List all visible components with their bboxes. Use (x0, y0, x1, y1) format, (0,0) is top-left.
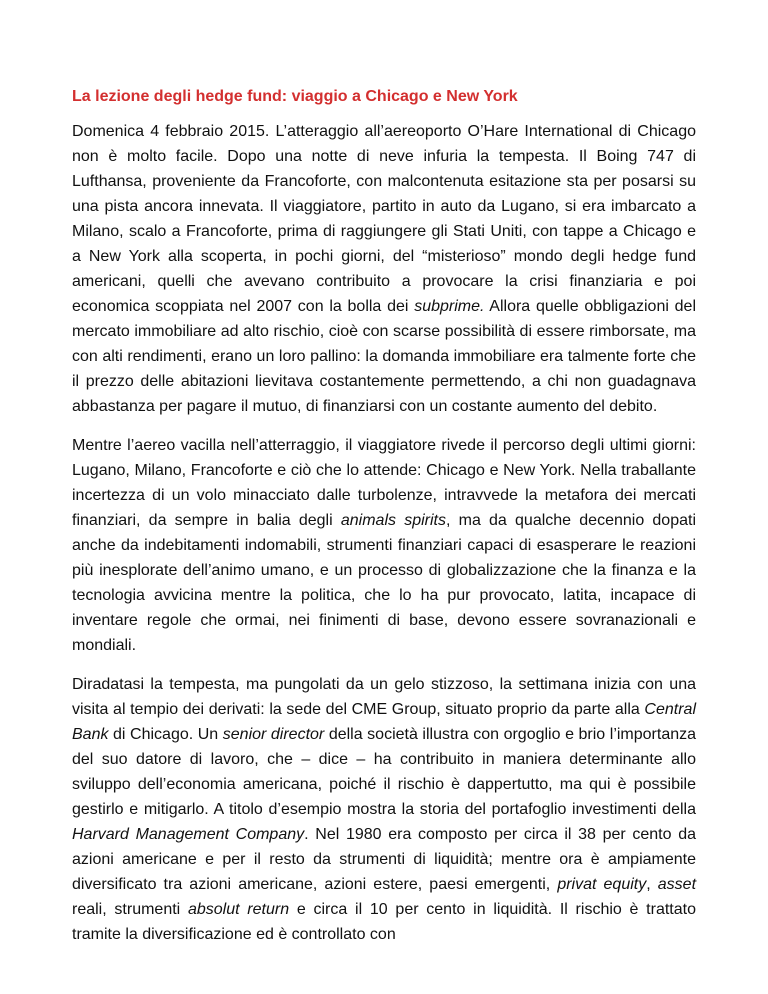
text-run: Allora quelle obbligazioni del mercato immobiliare ad alto rischio, cioè con scarse possibilità di essere rimborsate, ma con alti rendimenti, erano un loro pallino: la domanda immobiliare era talmente forte che il prezzo delle abitazioni lievitava costantemente permettendo, a chi non guadagnava abbastanza per pagare il mutuo, di finanziarsi con un costante aumento del debito. (72, 298, 697, 415)
text-run: , (646, 876, 658, 893)
paragraph (72, 672, 696, 947)
italic-text: Central Bank (72, 701, 696, 743)
text-run: Mentre l’aereo vacilla nell’atterraggio, il viaggiatore rivede il percorso degli ultimi giorni: Lugano, Milano, Francoforte e ciò che lo attende: Chicago e New York. Nella traballante incertezza di un volo minacciato dalle turbolenze, intravvede la metafora dei mercati finanziari, da sempre in balia degli (72, 437, 696, 529)
text-run: Domenica 4 febbraio 2015. L’atteraggio all’aereoporto O’Hare International di Chicago non è molto facile. Dopo una notte di neve infuria la tempesta. Il Boing 747 di Lufthansa, proveniente da Francoforte, con malcontenuta esitazione sta per posarsi su una pista ancora innevata. Il viaggiatore, partito in auto da Lugano, si era imbarcato a Milano, scalo a Francoforte, prima di raggiungere gli Stati Uniti, con tappe a Chicago e a New York alla scoperta, in pochi giorni, del “misterioso” mondo degli hedge fund americani, quelli che avevano contribuito a provocare la crisi finanziaria e poi economica scoppiata nel 2007 con la bolla dei (72, 123, 696, 315)
italic-text: animals spirits (340, 512, 446, 529)
text-run: di Chicago. Un (108, 726, 223, 743)
paragraph (72, 119, 696, 419)
italic-text: asset (657, 876, 697, 893)
text-run: e circa il 10 per cento in liquidità. Il rischio è trattato tramite la diversificazione ed è controllato con (72, 901, 696, 943)
document-page (72, 84, 696, 961)
document-title: La lezione degli hedge fund: viaggio a Chicago e New York (72, 88, 518, 105)
italic-text: Harvard Management Company (72, 826, 305, 843)
italic-text: privat equity (557, 876, 647, 893)
paragraph (72, 433, 696, 658)
document-body (72, 119, 696, 947)
text-run: . Nel 1980 era composto per circa il 38 per cento da azioni americane e per il resto da strumenti di liquidità; mentre ora è ampiamente diversificato tra azioni americane, azioni estere, paesi emergenti, (72, 826, 697, 893)
text-run: reali, strumenti (72, 901, 188, 918)
text-run: della società illustra con orgoglio e brio l’importanza del suo datore di lavoro, che – dice – ha contribuito in maniera determinante allo sviluppo dell’economia americana, poiché il rischio è dappertutto, ma qui è possibile gestirlo e mitigarlo. A titolo d’esempio mostra la storia del portafoglio investimenti della (72, 726, 697, 818)
italic-text: subprime. (414, 298, 485, 315)
text-run: , ma da qualche decennio dopati anche da indebitamenti indomabili, strumenti finanziari capaci di esasperare le reazioni più inesplorate dell’animo umano, e un processo di globalizzazione che la finanza e la tecnologia avvicina mentre la politica, che lo ha pur provocato, latita, incapace di inventare regole che ormai, nei finimenti di base, devono essere sovranazionali e mondiali. (72, 512, 696, 654)
text-run: Diradatasi la tempesta, ma pungolati da un gelo stizzoso, la settimana inizia con una visita al tempio dei derivati: la sede del CME Group, situato proprio da parte alla (72, 676, 696, 718)
italic-text: absolut return (187, 901, 290, 918)
italic-text: senior director (222, 726, 325, 743)
